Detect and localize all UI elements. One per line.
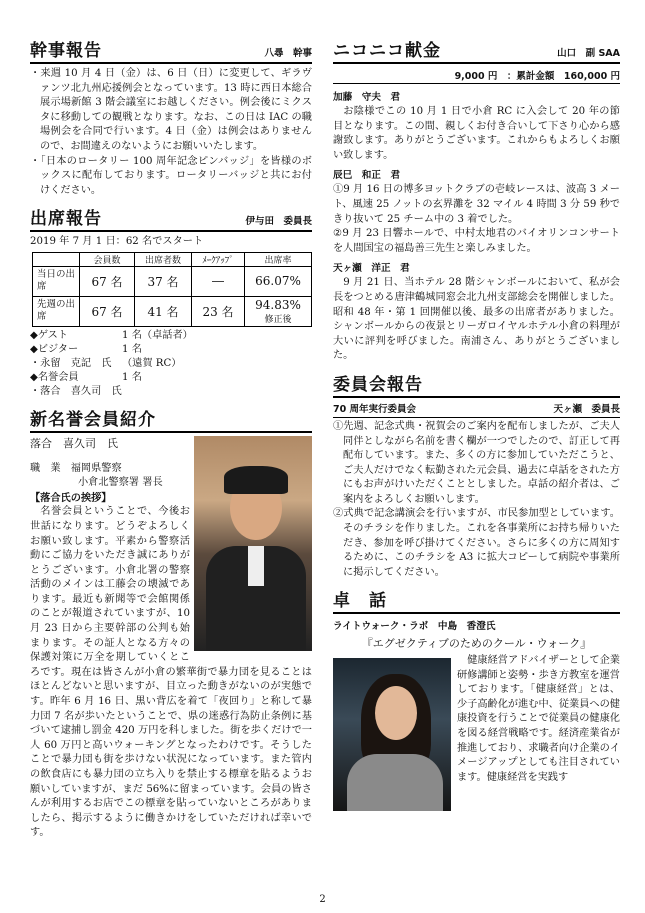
table-header-row — [33, 252, 312, 266]
donor-text: ①9 月 16 日の博多ヨットクラブの壱岐レースは、波高 3 メート、風速 25 ノットの玄界灘を 32 マイル 4 時間 3 分 59 秒できり抜いて 25 チーム中の 3 着でした。 ②9 月 23 日響ホールで、中村太地君のバイオリンコンサートを人間国宝の福島善三先生と楽しみました。 — [333, 184, 620, 254]
face-front — [375, 686, 417, 740]
committee-name: 70 周年実行委員会 — [333, 403, 417, 415]
jacket-shape — [347, 754, 443, 811]
hair-shape — [224, 466, 288, 494]
rate-cell: 66.07% — [245, 266, 312, 296]
table-header-cell: 出席者数 — [135, 252, 192, 266]
talk-speaker: ライトウォーク・ラボ 中島 香澄氏 — [333, 621, 496, 633]
donor-name: 天ヶ瀬 洋正 君 — [333, 263, 410, 275]
job-line-2: 小倉北警察署 署長 — [78, 477, 163, 489]
honorary-header — [30, 405, 312, 433]
left-column — [30, 36, 312, 841]
table-row — [33, 296, 312, 326]
list-item: ◆ゲスト 1 名（卓話者） — [30, 329, 193, 341]
list-item: ・落合 喜久司 氏 — [30, 385, 122, 397]
kanji-paragraph-1: ・来週 10 月 4 日（金）は、6 日（日）に変更して、ギラヴァンツ北九州応援例会となっています。13 時に西日本総合展示場新館 3 階会議室にお越しください。例会後にミクスタに移動しての観戦となります。なお、この日は IAC の職場例会を合同で行います。4 日（金）は例会はありませんので、お間違えのないようにお願いいたします。 — [30, 68, 312, 152]
kanji-report-header — [30, 36, 312, 64]
table-row — [33, 266, 312, 296]
section-title: 幹事報告 — [30, 41, 102, 61]
section-title: 出席報告 — [30, 209, 102, 230]
committee-header — [333, 370, 620, 398]
nico-header — [333, 36, 620, 64]
table-header-cell: 出席率 — [245, 252, 312, 266]
right-column — [333, 36, 620, 813]
present-cell: 41 名 — [135, 296, 192, 326]
rate-cell — [245, 296, 312, 326]
author: 八尋 幹事 — [264, 48, 312, 59]
members-cell: 67 名 — [80, 266, 135, 296]
donor-text: お陰様でこの 10 月 1 日で小倉 RC に入会して 20 年の節目となります。この間、親しくお付き合いして下さり心から感謝致します。ありがとうございます。これからもよろしくお願い致します。 — [333, 106, 620, 161]
section-title: 卓 話 — [333, 591, 387, 612]
section-title: 新名誉会員紹介 — [30, 409, 156, 430]
honorary-name: 落合 喜久司 氏 — [30, 436, 118, 450]
members-cell: 67 名 — [80, 296, 135, 326]
donation-total: 9,000 円 ：累計金額 160,000 円 — [333, 67, 620, 84]
section-title: 委員会報告 — [333, 374, 423, 395]
attendance-start: 2019 年 7 月 1 日：62 名でスタート — [30, 236, 204, 248]
table-header-cell: ﾒｰｸｱｯﾌﾟ — [192, 252, 245, 266]
row-label: 当日の出席 — [33, 266, 80, 296]
committee-subheader — [333, 401, 620, 418]
talk-header — [333, 586, 620, 614]
kanji-paragraph-2: ・「日本のロータリー 100 周年記念ピンバッジ」を皆様のボックスに配布しております。ロータリーバッジと共にお付けください。 — [30, 155, 312, 196]
author: 山口 副 SAA — [557, 48, 620, 59]
guest-list — [30, 329, 312, 399]
table-header-cell: 会員数 — [80, 252, 135, 266]
list-item: ◆名誉会員 1 名 — [30, 371, 142, 383]
talk-body: 健康経営アドバイザーとして企業研修講師と姿勢・歩き方教室を運営しております。「健康経営」とは、少子高齢化が進む中、従業員への健康投資を行うことで従業員の健康化を図る経営戦略です。経済産業省が推進しており、求職者向け企業のイメージアップとしても注目されています。健康経営を実践す — [457, 655, 620, 783]
section-title: ニコニコ献金 — [333, 41, 441, 61]
donor-name: 辰巳 和正 君 — [333, 170, 401, 182]
donor-text: 9 月 21 日、当ホテル 28 階シャンボールにおいて、私が会長をつとめる唐津鶴城同窓会北九州支部総会を開催しました。昭和 48 年・第 1 回開催以後、最多の出席者がありました。シャンボールからの夜景とリーガロイヤルホテル小倉の料理が大いに評判を呼びました。南浦さん、ありがとうございました。 — [333, 277, 620, 362]
attendance-table — [32, 252, 312, 327]
list-item: ・永留 克記 氏 （遠賀 RC） — [30, 357, 182, 369]
talk-topic: 『エグゼクティブのためのクール・ウォーク』 — [361, 637, 592, 651]
makeup-cell: 23 名 — [192, 296, 245, 326]
attendance-header — [30, 204, 312, 232]
table-header-cell — [33, 252, 80, 266]
talk-photo — [333, 658, 451, 811]
rate-note: 修正後 — [264, 314, 292, 325]
row-label: 先週の出席 — [33, 296, 80, 326]
list-item: ◆ビジター 1 名 — [30, 343, 142, 355]
greeting-head: 【落合氏の挨拶】 — [30, 491, 112, 504]
committee-paragraph-2: ②式典で記念講演会を行いますが、市民参加型としています。そのチラシを作りました。これを各事業所にお持ち帰りいただき、参加を呼び掛けてください。さらに多くの方に周知するために、このチラシを A3 に拡大コピーして病院や事業所に掲示してください。 — [333, 508, 620, 578]
honorary-body: 名誉会員ということで、今後お世話になります。どうぞよろしくお願い致します。平素から警察活動にご協力をいただき誠にありがとうございます。小倉北署の警察活動のメインは工藤会の壊滅であります。最近も新聞等で会館関係のことが報道されていますが、10 月 23 日から主要幹部の公判も始まります。その証人となる方々の保護対策に万全を期していくところです。現在は皆さんが小倉の繁華街で暴力団を見ることはほとんどないと思いますが、目立った動きがないのが実態です。昨年 6 月 16 日、黒い背広を着て「夜回り」と称して暴力団 7 名が歩いたということで、県の迷惑行為防止条例に基づいて逮捕し罰金 420 万円を科しました。街を歩くだけで一人 60 万円と高いウォーキングとなったわけです。そうしたことで暴力団も街を歩けない状況になっています。また管内の飲食店にも暴力団の立ち入りを禁止する標章を貼るようお願いしていますが、まだ 56%に留まっています。会員の皆さんが利用するお店でこの標章を貼っていないところがありましたら、掲示するように働きかけをしていただければ幸いです。 — [30, 506, 312, 839]
makeup-cell: ― — [192, 266, 245, 296]
rate-value: 94.83% — [255, 297, 301, 312]
job-line: 職 業 福岡県警察 — [30, 462, 122, 474]
donor-name: 加藤 守夫 君 — [333, 92, 401, 103]
author: 天ヶ瀬 委員長 — [553, 403, 620, 415]
author: 伊与田 委員長 — [245, 216, 312, 228]
shirt-shape — [248, 546, 264, 586]
committee-paragraph-1: ①先週、記念式典・祝賀会のご案内を配布しましたが、ご夫人同伴としながら名前を書く欄が一つでしたので、訂正して再配布しています。また、多くの方に参加していただこうと、ご夫人だけでなく転勤された元会員、過去に卓話をされた方にもお声がけいただくこととしました。卓話の紹介者は、ご案内をよろしくお願いします。 — [333, 420, 620, 505]
page-number: 2 — [319, 894, 326, 905]
present-cell: 37 名 — [135, 266, 192, 296]
speaker-photo — [194, 436, 312, 651]
